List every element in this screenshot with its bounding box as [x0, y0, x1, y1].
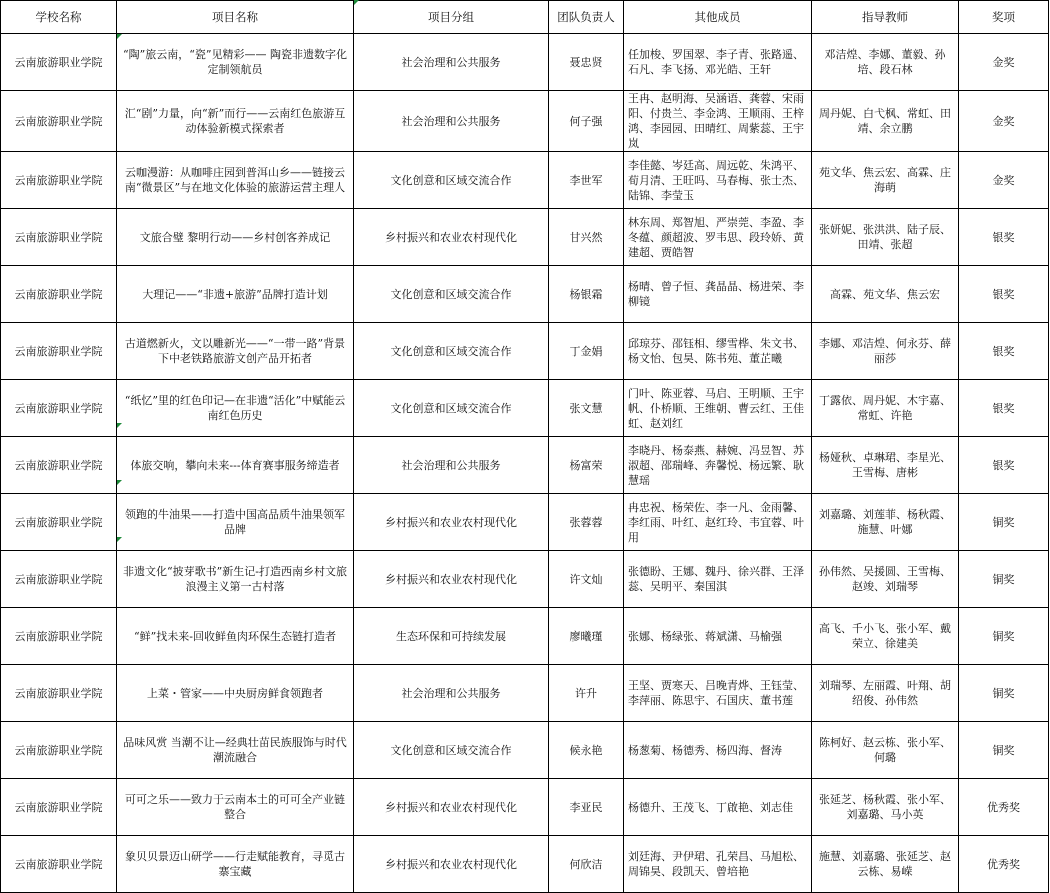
- cell-project[interactable]: 上菜・管家——中央厨房鲜食领跑者: [117, 665, 354, 722]
- cell-school[interactable]: 云南旅游职业学院: [1, 722, 117, 779]
- header-school[interactable]: 学校名称: [1, 1, 117, 34]
- cell-members[interactable]: 杨德升、王茂飞、丁啟艳、刘志佳: [624, 779, 812, 836]
- cell-project[interactable]: 云咖漫游：从咖啡庄园到普洱山乡——链接云南“微景区”与在地文化体验的旅游运营主理人: [117, 152, 354, 209]
- cell-school[interactable]: 云南旅游职业学院: [1, 152, 117, 209]
- cell-project[interactable]: 汇“剧”力量，向“新”而行——云南红色旅游互动体验新模式探索者: [117, 91, 354, 152]
- cell-group[interactable]: 文化创意和区域交流合作: [354, 380, 549, 437]
- cell-members[interactable]: 杨晴、曾子恒、龚晶晶、杨进荣、李柳镜: [624, 266, 812, 323]
- cell-project[interactable]: 古道燃新火，文以雕新光——“一带一路”背景下中老铁路旅游文创产品开拓者: [117, 323, 354, 380]
- cell-school[interactable]: 云南旅游职业学院: [1, 551, 117, 608]
- cell-teachers[interactable]: 苑文华、焦云宏、高霖、庄海萌: [812, 152, 959, 209]
- cell-award[interactable]: 银奖: [959, 323, 1049, 380]
- cell-members[interactable]: 张娜、杨绿张、蒋斌潇、马榆强: [624, 608, 812, 665]
- cell-project[interactable]: 可可之乐——致力于云南本土的可可全产业链整合: [117, 779, 354, 836]
- table-row: [1, 836, 1049, 893]
- cell-school[interactable]: 云南旅游职业学院: [1, 836, 117, 893]
- cell-members[interactable]: 林东周、郑智旭、严崇莞、李盈、李冬蕴、颜超波、罗韦思、段玲娇、黄建超、贾皓智: [624, 209, 812, 266]
- cell-school[interactable]: 云南旅游职业学院: [1, 437, 117, 494]
- cell-leader[interactable]: 杨银霜: [549, 266, 624, 323]
- cell-leader[interactable]: 杨富荣: [549, 437, 624, 494]
- header-row: [1, 1, 1049, 34]
- cell-school[interactable]: 云南旅游职业学院: [1, 266, 117, 323]
- cell-award[interactable]: 金奖: [959, 91, 1049, 152]
- cell-teachers[interactable]: 张延芝、杨秋霞、张小军、刘嘉璐、马小英: [812, 779, 959, 836]
- cell-indicator-icon: [354, 0, 359, 5]
- cell-group[interactable]: 社会治理和公共服务: [354, 91, 549, 152]
- table-row: [1, 323, 1049, 380]
- header-project[interactable]: 项目名称: [117, 1, 354, 34]
- cell-project[interactable]: “鲜”找未来-回收鲜鱼肉环保生态链打造者: [117, 608, 354, 665]
- cell-members[interactable]: 邱琼芬、邵钰相、缪雪桦、朱文书、杨文怡、包昊、陈书苑、董芷曦: [624, 323, 812, 380]
- table-row: [1, 34, 1049, 91]
- cell-indicator-icon: [117, 423, 122, 428]
- table-row: [1, 722, 1049, 779]
- cell-project[interactable]: “陶”旅云南，“瓷”见精彩—— 陶瓷非遗数字化定制领航员: [117, 34, 354, 91]
- cell-group[interactable]: 文化创意和区域交流合作: [354, 722, 549, 779]
- cell-school[interactable]: 云南旅游职业学院: [1, 779, 117, 836]
- cell-project[interactable]: 体旅交响，攀向未来---体育赛事服务缔造者: [117, 437, 354, 494]
- cell-project[interactable]: 领跑的牛油果——打造中国高品质牛油果领军品牌: [117, 494, 354, 551]
- cell-members[interactable]: 张德盼、王娜、魏丹、徐兴群、王泽蕊、吴明平、秦国淇: [624, 551, 812, 608]
- cell-group[interactable]: 乡村振兴和农业农村现代化: [354, 551, 549, 608]
- cell-award[interactable]: 铜奖: [959, 551, 1049, 608]
- cell-teachers[interactable]: 杨娅秋、卓琳珺、李星光、王雪梅、唐彬: [812, 437, 959, 494]
- cell-leader[interactable]: 许文灿: [549, 551, 624, 608]
- cell-award[interactable]: 铜奖: [959, 722, 1049, 779]
- cell-leader[interactable]: 许升: [549, 665, 624, 722]
- cell-teachers[interactable]: 丁露依、周丹妮、木宇嘉、常虹、许艳: [812, 380, 959, 437]
- cell-award[interactable]: 铜奖: [959, 494, 1049, 551]
- cell-members[interactable]: 刘廷海、尹伊珺、孔荣昌、马旭松、周锦昊、段凯天、曾培艳: [624, 836, 812, 893]
- table-row: [1, 91, 1049, 152]
- cell-members[interactable]: 任加梭、罗国翠、李子青、张路遥、石凡、李飞扬、邓光皓、王轩: [624, 34, 812, 91]
- cell-award[interactable]: 金奖: [959, 34, 1049, 91]
- cell-group[interactable]: 乡村振兴和农业农村现代化: [354, 209, 549, 266]
- cell-teachers[interactable]: 施慧、刘嘉璐、张延芝、赵云栋、易嵘: [812, 836, 959, 893]
- cell-teachers[interactable]: 高霖、苑文华、焦云宏: [812, 266, 959, 323]
- cell-indicator-icon: [117, 537, 122, 542]
- table-row: [1, 152, 1049, 209]
- cell-members[interactable]: 王冉、赵明海、吴涵语、龚蓉、宋雨阳、付贵兰、李金鸿、王顺雨、王梓鸿、李园园、田晴红、周紫蕊、王宇岚: [624, 91, 812, 152]
- cell-teachers[interactable]: 刘瑞琴、左丽霞、叶翔、胡绍俊、孙伟然: [812, 665, 959, 722]
- cell-teachers[interactable]: 张妍妮、张洪洪、陆子辰、田靖、张超: [812, 209, 959, 266]
- cell-project[interactable]: 品味风赏 当潮不让—经典壮苗民族服饰与时代潮流融合: [117, 722, 354, 779]
- cell-leader[interactable]: 何子强: [549, 91, 624, 152]
- cell-members[interactable]: 冉忠祝、杨荣佐、李一凡、金雨馨、李红雨、叶红、赵红玲、韦宜蓉、叶用: [624, 494, 812, 551]
- cell-school[interactable]: 云南旅游职业学院: [1, 209, 117, 266]
- cell-teachers[interactable]: 高飞、千小飞、张小军、戴荣立、徐建美: [812, 608, 959, 665]
- cell-project[interactable]: 文旅合璧 黎明行动——乡村创客养成记: [117, 209, 354, 266]
- cell-group[interactable]: 乡村振兴和农业农村现代化: [354, 494, 549, 551]
- cell-members[interactable]: 门叶、陈亚蓉、马启、王明顺、王宇帆、仆桥顺、王维朝、曹云红、王佳虹、赵刘红: [624, 380, 812, 437]
- cell-leader[interactable]: 何欣洁: [549, 836, 624, 893]
- cell-teachers[interactable]: 陈柯好、赵云栋、张小军、何璐: [812, 722, 959, 779]
- cell-group[interactable]: 乡村振兴和农业农村现代化: [354, 779, 549, 836]
- cell-group[interactable]: 乡村振兴和农业农村现代化: [354, 836, 549, 893]
- table-row: [1, 779, 1049, 836]
- cell-leader[interactable]: 候永艳: [549, 722, 624, 779]
- cell-leader[interactable]: 李亚民: [549, 779, 624, 836]
- cell-leader[interactable]: 甘兴然: [549, 209, 624, 266]
- cell-award[interactable]: 银奖: [959, 266, 1049, 323]
- header-group[interactable]: 项目分组: [354, 1, 549, 34]
- cell-members[interactable]: 李佳懿、岑廷高、周远乾、朱鸿平、荀月清、王旺吗、马春梅、张士杰、陆锦、李莹玉: [624, 152, 812, 209]
- cell-group[interactable]: 社会治理和公共服务: [354, 437, 549, 494]
- header-members[interactable]: 其他成员: [624, 1, 812, 34]
- table-row: [1, 209, 1049, 266]
- table-body: [1, 34, 1049, 893]
- cell-project[interactable]: 象贝贝景迈山研学——行走赋能教育，寻觅古寨宝藏: [117, 836, 354, 893]
- cell-school[interactable]: 云南旅游职业学院: [1, 608, 117, 665]
- header-leader[interactable]: 团队负责人: [549, 1, 624, 34]
- cell-school[interactable]: 云南旅游职业学院: [1, 665, 117, 722]
- cell-award[interactable]: 铜奖: [959, 665, 1049, 722]
- cell-award[interactable]: 优秀奖: [959, 836, 1049, 893]
- cell-award[interactable]: 优秀奖: [959, 779, 1049, 836]
- cell-teachers[interactable]: 邓洁煌、李娜、董毅、孙培、段石林: [812, 34, 959, 91]
- cell-school[interactable]: 云南旅游职业学院: [1, 323, 117, 380]
- cell-project[interactable]: 非遗文化“披芽歌书”新生记-打造西南乡村文旅浪漫主义第一古村落: [117, 551, 354, 608]
- header-teachers[interactable]: 指导教师: [812, 1, 959, 34]
- cell-project[interactable]: “纸忆”里的红色印记—在非遗“活化”中赋能云南红色历史: [117, 380, 354, 437]
- cell-leader[interactable]: 李世军: [549, 152, 624, 209]
- cell-members[interactable]: 杨葱菊、杨德秀、杨四海、督涛: [624, 722, 812, 779]
- cell-award[interactable]: 铜奖: [959, 608, 1049, 665]
- cell-leader[interactable]: 张文慧: [549, 380, 624, 437]
- cell-leader[interactable]: 聂忠贤: [549, 34, 624, 91]
- cell-teachers[interactable]: 刘嘉璐、刘莲菲、杨秋霞、施慧、叶娜: [812, 494, 959, 551]
- cell-school[interactable]: 云南旅游职业学院: [1, 494, 117, 551]
- cell-members[interactable]: 王坚、贾寒天、吕晚青烨、王钰莹、李萍丽、陈思宇、石国庆、董书莲: [624, 665, 812, 722]
- cell-teachers[interactable]: 孙伟然、吴援圆、王雪梅、赵竣、刘瑞琴: [812, 551, 959, 608]
- cell-leader[interactable]: 丁金娟: [549, 323, 624, 380]
- cell-group[interactable]: 文化创意和区域交流合作: [354, 266, 549, 323]
- cell-group[interactable]: 生态环保和可持续发展: [354, 608, 549, 665]
- cell-group[interactable]: 文化创意和区域交流合作: [354, 152, 549, 209]
- cell-award[interactable]: 银奖: [959, 209, 1049, 266]
- cell-project[interactable]: 大理记——“非遗+旅游”品牌打造计划: [117, 266, 354, 323]
- cell-school[interactable]: 云南旅游职业学院: [1, 380, 117, 437]
- cell-award[interactable]: 银奖: [959, 380, 1049, 437]
- cell-award[interactable]: 金奖: [959, 152, 1049, 209]
- cell-school[interactable]: 云南旅游职业学院: [1, 91, 117, 152]
- table-row: [1, 608, 1049, 665]
- table-row: [1, 437, 1049, 494]
- cell-group[interactable]: 社会治理和公共服务: [354, 34, 549, 91]
- cell-award[interactable]: 银奖: [959, 437, 1049, 494]
- header-award[interactable]: 奖项: [959, 1, 1049, 34]
- cell-indicator-icon: [117, 34, 122, 39]
- table-row: [1, 551, 1049, 608]
- table-row: [1, 380, 1049, 437]
- cell-leader[interactable]: 廖曦瑾: [549, 608, 624, 665]
- cell-leader[interactable]: 张蓉蓉: [549, 494, 624, 551]
- table-row: [1, 266, 1049, 323]
- table-row: [1, 665, 1049, 722]
- cell-school[interactable]: 云南旅游职业学院: [1, 34, 117, 91]
- cell-group[interactable]: 社会治理和公共服务: [354, 665, 549, 722]
- cell-indicator-icon: [117, 480, 122, 485]
- cell-teachers[interactable]: 周丹妮、白弋枫、常虹、田靖、余立鹏: [812, 91, 959, 152]
- table-row: [1, 494, 1049, 551]
- cell-group[interactable]: 文化创意和区域交流合作: [354, 323, 549, 380]
- cell-teachers[interactable]: 李娜、邓洁煌、何永芬、薛丽莎: [812, 323, 959, 380]
- cell-members[interactable]: 李晓丹、杨泰燕、赫婉、冯昱智、苏淑超、邵瑞峰、奔馨悦、杨远繁、耿慧瑶: [624, 437, 812, 494]
